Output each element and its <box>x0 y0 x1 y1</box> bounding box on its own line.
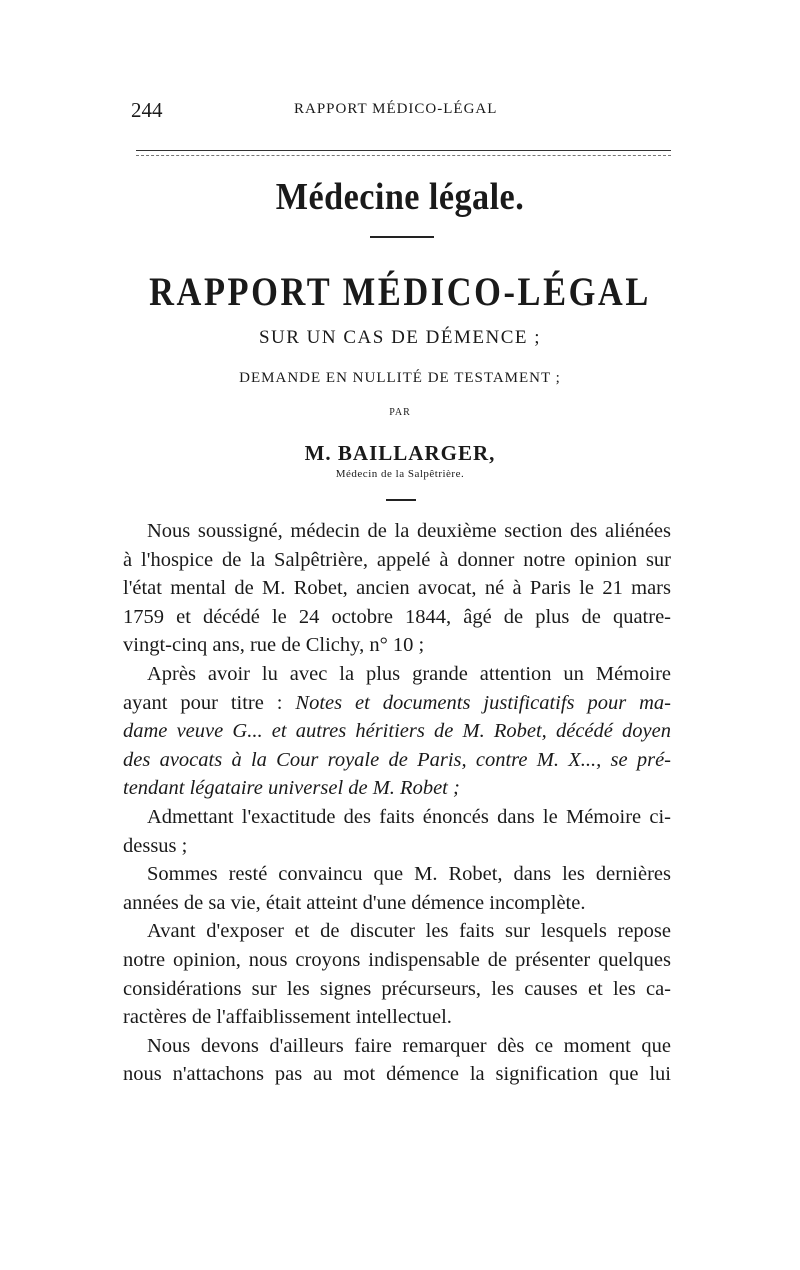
running-title: RAPPORT MÉDICO-LÉGAL <box>294 101 498 117</box>
paragraph-line: ractères de l'affaiblissement intellectuel. <box>123 1006 452 1029</box>
title-divider <box>370 236 434 238</box>
paragraph-line-italic <box>123 774 671 803</box>
article-title: RAPPORT MÉDICO-LÉGAL <box>149 269 651 314</box>
paragraph-line: Sommes resté convaincu que M. Robet, dans les dernières <box>147 863 671 886</box>
header-rule-secondary <box>136 155 671 156</box>
author-name: M. BAILLARGER, <box>304 441 496 465</box>
author-divider <box>386 499 416 501</box>
paragraph-line: l'état mental de M. Robet, ancien avocat, né à Paris le 21 mars <box>123 577 671 600</box>
paragraph-line: Avant d'exposer et de discuter les faits sur lesquels repose <box>147 920 671 943</box>
paragraph-line-mixed <box>123 689 671 718</box>
paragraph-text: ayant pour titre : <box>123 691 283 714</box>
italic-title-text: Notes et documents justificatifs pour ma- <box>295 691 671 714</box>
italic-title-text: des avocats à la Cour royale de Paris, contre M. X..., se pré- <box>123 748 671 771</box>
paragraph-line: considérations sur les signes précurseurs, les causes et les ca- <box>123 977 671 1000</box>
paragraph-line-italic <box>123 717 671 746</box>
section-title: Médecine légale. <box>275 176 525 218</box>
paragraph-line-italic <box>123 746 671 775</box>
running-head <box>131 98 671 124</box>
paragraph-line: Nous devons d'ailleurs faire remarquer dès ce moment que <box>147 1034 671 1057</box>
paragraph-line: Admettant l'exactitude des faits énoncés dans le Mémoire ci- <box>147 805 671 828</box>
italic-title-text: dame veuve G... et autres héritiers de M. Robet, décédé doyen <box>123 720 671 743</box>
paragraph-line: années de sa vie, était atteint d'une démence incomplète. <box>123 891 586 914</box>
header-rule <box>136 150 671 151</box>
paragraph-line: à l'hospice de la Salpêtrière, appelé à donner notre opinion sur <box>123 548 671 571</box>
author-affiliation: Médecin de la Salpêtrière. <box>335 468 465 480</box>
paragraph-line: Après avoir lu avec la plus grande attention un Mémoire <box>147 662 671 685</box>
body-text <box>123 517 671 1089</box>
paragraph-line: 1759 et décédé le 24 octobre 1844, âgé de plus de quatre- <box>123 605 671 628</box>
paragraph-line: nous n'attachons pas au mot démence la signification que lui <box>123 1063 671 1086</box>
paragraph-line: notre opinion, nous croyons indispensable de présenter quelques <box>123 948 671 971</box>
italic-title-text: tendant légataire universel de M. Robet ; <box>123 777 460 800</box>
paragraph-line: dessus ; <box>123 834 188 857</box>
article-subtitle-secondary: DEMANDE EN NULLITÉ DE TESTAMENT ; <box>239 370 561 386</box>
article-subtitle: SUR UN CAS DE DÉMENCE ; <box>258 327 542 348</box>
page-number: 244 <box>131 98 163 122</box>
paragraph-line: vingt-cinq ans, rue de Clichy, n° 10 ; <box>123 634 425 657</box>
paragraph-line: Nous soussigné, médecin de la deuxième section des aliénées <box>147 520 671 542</box>
byline-par: PAR <box>389 407 411 418</box>
